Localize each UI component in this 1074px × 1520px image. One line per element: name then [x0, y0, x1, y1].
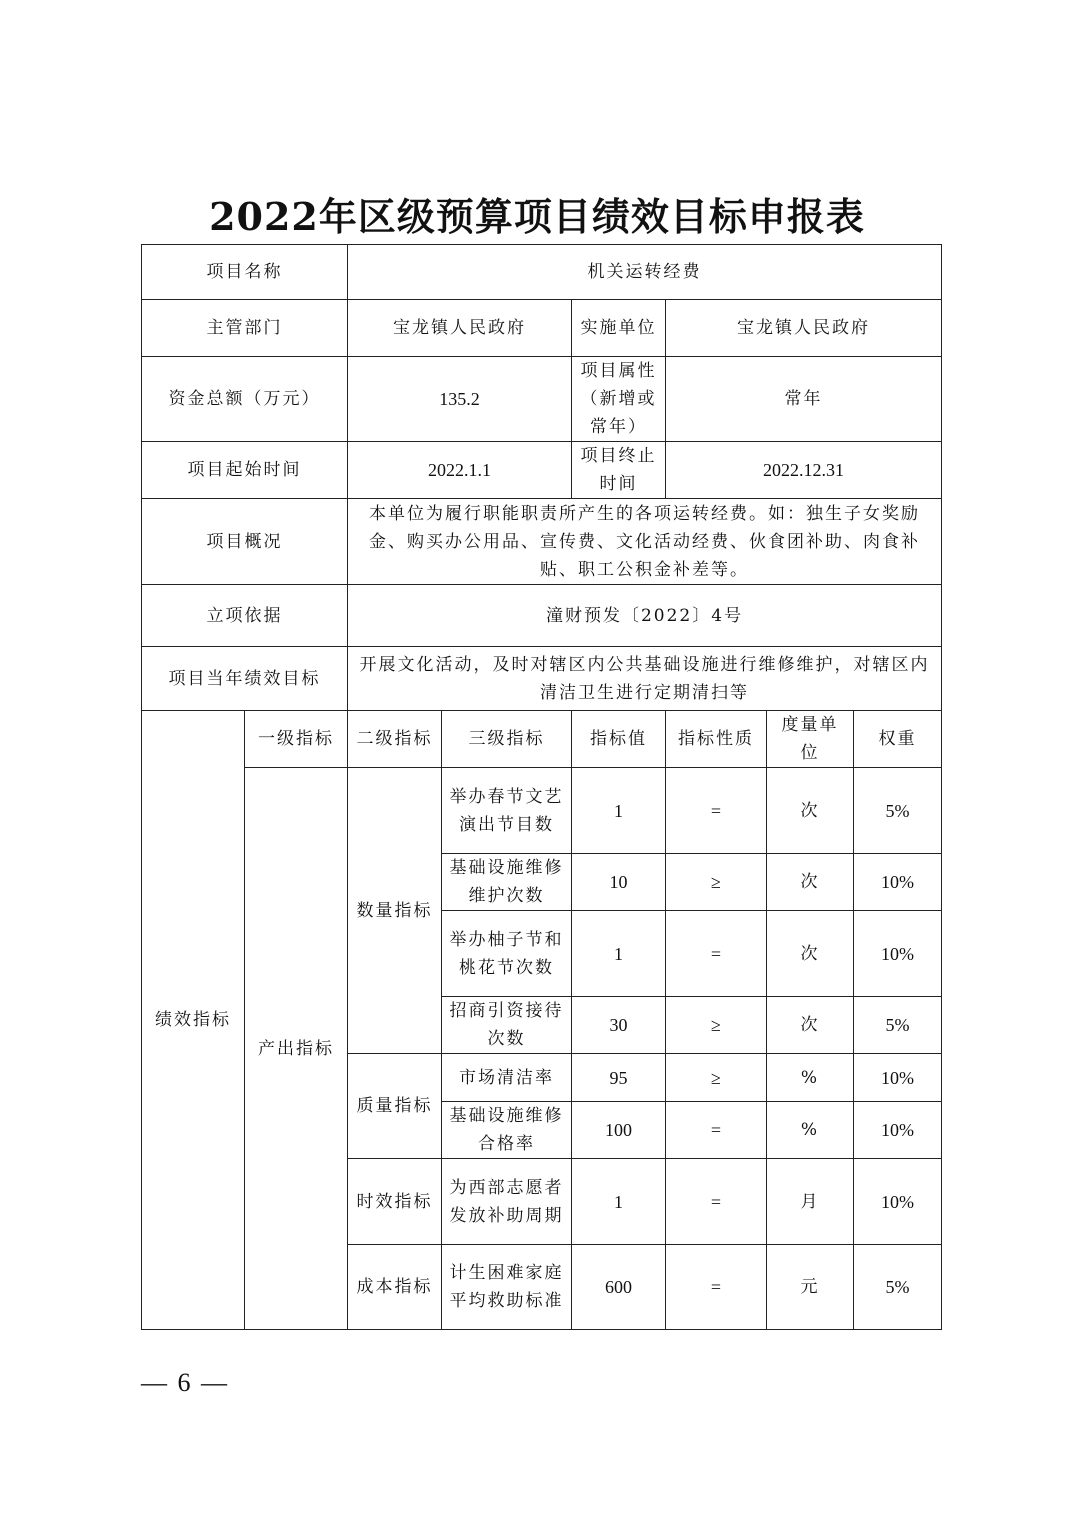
indicator-weight: 5%	[854, 997, 942, 1054]
goal-value: 开展文化活动，及时对辖区内公共基础设施进行维修维护，对辖区内清洁卫生进行定期清扫等	[348, 647, 942, 711]
indicator-name: 基础设施维修维护次数	[442, 854, 572, 911]
attr-label: 项目属性（新增或常年）	[572, 357, 666, 442]
dept-value: 宝龙镇人民政府	[348, 300, 572, 357]
group-quality: 质量指标	[348, 1054, 442, 1159]
row-project-name	[142, 245, 942, 300]
indicator-value: 1	[572, 768, 666, 854]
end-value: 2022.12.31	[666, 442, 942, 499]
goal-label: 项目当年绩效目标	[142, 647, 348, 711]
indicator-weight: 10%	[854, 1159, 942, 1245]
row-fund	[142, 357, 942, 442]
indicator-name: 计生困难家庭平均救助标准	[442, 1245, 572, 1330]
indicator-header-row	[142, 711, 942, 768]
indicator-value: 30	[572, 997, 666, 1054]
indicator-nature: ≥	[666, 1054, 767, 1102]
header-weight: 权重	[854, 711, 942, 768]
impl-unit-label: 实施单位	[572, 300, 666, 357]
indicator-name: 举办柚子节和桃花节次数	[442, 911, 572, 997]
basis-label: 立项依据	[142, 585, 348, 647]
row-overview	[142, 499, 942, 585]
indicator-unit: 次	[767, 911, 854, 997]
row-basis	[142, 585, 942, 647]
indicator-nature: =	[666, 1245, 767, 1330]
dept-label: 主管部门	[142, 300, 348, 357]
project-name-value: 机关运转经费	[348, 245, 942, 300]
indicator-value: 1	[572, 1159, 666, 1245]
impl-unit-value: 宝龙镇人民政府	[666, 300, 942, 357]
indicator-value: 10	[572, 854, 666, 911]
header-nature: 指标性质	[666, 711, 767, 768]
start-value: 2022.1.1	[348, 442, 572, 499]
indicator-weight: 5%	[854, 768, 942, 854]
header-value: 指标值	[572, 711, 666, 768]
indicator-value: 100	[572, 1102, 666, 1159]
indicator-unit: 次	[767, 997, 854, 1054]
indicator-name: 为西部志愿者发放补助周期	[442, 1159, 572, 1245]
indicator-nature: ≥	[666, 854, 767, 911]
end-label: 项目终止时间	[572, 442, 666, 499]
indicator-unit: 月	[767, 1159, 854, 1245]
indicator-nature: =	[666, 1159, 767, 1245]
page-title: 2022年区级预算项目绩效目标申报表	[209, 194, 865, 239]
header-unit: 度量单位	[767, 711, 854, 768]
row-period	[142, 442, 942, 499]
attr-value: 常年	[666, 357, 942, 442]
start-label: 项目起始时间	[142, 442, 348, 499]
indicator-nature: ≥	[666, 997, 767, 1054]
project-name-label: 项目名称	[142, 245, 348, 300]
indicator-name: 举办春节文艺演出节目数	[442, 768, 572, 854]
indicator-name: 市场清洁率	[442, 1054, 572, 1102]
fund-label: 资金总额（万元）	[142, 357, 348, 442]
indicator-weight: 10%	[854, 854, 942, 911]
indicator-unit: 元	[767, 1245, 854, 1330]
indicator-value: 95	[572, 1054, 666, 1102]
indicators-section-label: 绩效指标	[142, 711, 245, 1330]
indicator-unit: %	[767, 1102, 854, 1159]
page-number: — 6 —	[141, 1368, 229, 1397]
overview-label: 项目概况	[142, 499, 348, 585]
indicator-weight: 10%	[854, 1054, 942, 1102]
indicator-value: 1	[572, 911, 666, 997]
indicator-weight: 5%	[854, 1245, 942, 1330]
fund-value: 135.2	[348, 357, 572, 442]
header-level1: 一级指标	[245, 711, 348, 768]
indicator-unit: %	[767, 1054, 854, 1102]
row-department	[142, 300, 942, 357]
indicator-weight: 10%	[854, 911, 942, 997]
indicator-name: 招商引资接待次数	[442, 997, 572, 1054]
group-quantity: 数量指标	[348, 768, 442, 1054]
indicator-unit: 次	[767, 854, 854, 911]
overview-value: 本单位为履行职能职责所产生的各项运转经费。如：独生子女奖励金、购买办公用品、宣传费、文化活动经费、伙食团补助、肉食补贴、职工公积金补差等。	[348, 499, 942, 585]
indicator-name: 基础设施维修合格率	[442, 1102, 572, 1159]
basis-value: 潼财预发〔2022〕4号	[348, 585, 942, 647]
indicator-nature: =	[666, 768, 767, 854]
indicator-unit: 次	[767, 768, 854, 854]
indicator-weight: 10%	[854, 1102, 942, 1159]
group-cost: 成本指标	[348, 1245, 442, 1330]
header-level3: 三级指标	[442, 711, 572, 768]
group-timeliness: 时效指标	[348, 1159, 442, 1245]
row-goal	[142, 647, 942, 711]
indicator-value: 600	[572, 1245, 666, 1330]
level1-output-indicator: 产出指标	[245, 768, 348, 1330]
indicator-row	[142, 768, 942, 854]
header-level2: 二级指标	[348, 711, 442, 768]
indicator-nature: =	[666, 1102, 767, 1159]
indicator-nature: =	[666, 911, 767, 997]
performance-target-form	[141, 244, 942, 1330]
